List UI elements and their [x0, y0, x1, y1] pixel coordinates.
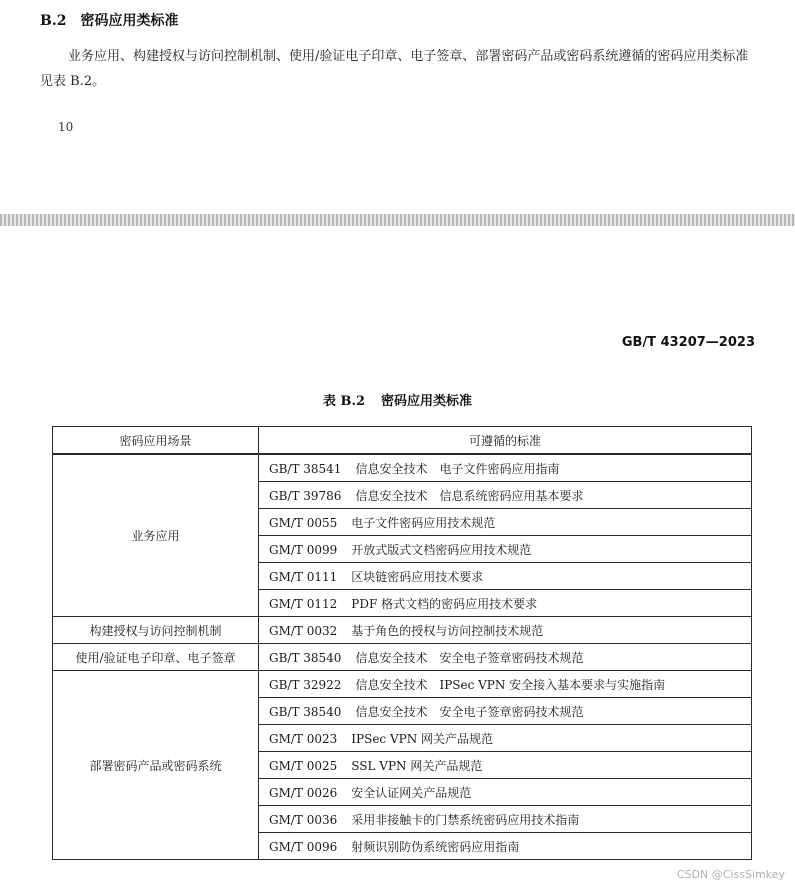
section-number: B.2 — [40, 13, 67, 29]
standard-code: GB/T 32922 — [269, 677, 342, 692]
standard-cell — [259, 806, 752, 833]
intro-paragraph: 业务应用、构建授权与访问控制机制、使用/验证电子印章、电子签章、部署密码产品或密码系统遵循的密码应用类标准见表 B.2。 — [40, 49, 749, 89]
standard-cell — [259, 536, 752, 563]
standard-name: SSL VPN 网关产品规范 — [351, 758, 483, 773]
standard-name: IPSec VPN 网关产品规范 — [351, 731, 494, 746]
document-code: GB/T 43207—2023 — [621, 335, 755, 350]
standard-cell — [259, 698, 752, 725]
standard-code: GM/T 0096 — [269, 839, 338, 854]
standard-code: GB/T 39786 — [269, 488, 342, 503]
standard-name: 开放式版式文档密码应用技术规范 — [351, 542, 532, 557]
standard-cell — [259, 833, 752, 860]
header-scene: 密码应用场景 — [53, 427, 259, 455]
standard-name: 安全认证网关产品规范 — [351, 785, 472, 800]
table-caption — [0, 390, 795, 409]
standard-code: GM/T 0099 — [269, 542, 338, 557]
standard-code: GM/T 0111 — [269, 569, 338, 584]
standard-code: GB/T 38540 — [269, 650, 342, 665]
standard-cell — [259, 644, 752, 671]
table-row — [53, 617, 752, 644]
standard-name: 信息安全技术 电子文件密码应用指南 — [355, 461, 560, 476]
standard-name: 电子文件密码应用技术规范 — [351, 515, 496, 530]
scene-cell: 业务应用 — [53, 454, 259, 617]
standard-code: GM/T 0112 — [269, 596, 338, 611]
standard-cell — [259, 617, 752, 644]
standard-cell — [259, 509, 752, 536]
table-row — [53, 644, 752, 671]
standard-code: GM/T 0025 — [269, 758, 338, 773]
standard-code: GM/T 0026 — [269, 785, 338, 800]
standard-code: GM/T 0055 — [269, 515, 338, 530]
page-divider — [0, 214, 795, 226]
standard-cell — [259, 725, 752, 752]
standard-cell — [259, 671, 752, 698]
table-header-row — [53, 427, 752, 455]
scene-cell: 部署密码产品或密码系统 — [53, 671, 259, 860]
scene-cell: 构建授权与访问控制机制 — [53, 617, 259, 644]
standard-cell — [259, 752, 752, 779]
standard-name: 信息安全技术 安全电子签章密码技术规范 — [355, 704, 584, 719]
standard-name: 信息安全技术 安全电子签章密码技术规范 — [355, 650, 584, 665]
header-standard: 可遵循的标准 — [259, 427, 752, 455]
standard-code: GM/T 0032 — [269, 623, 338, 638]
page-number: 10 — [58, 120, 74, 134]
watermark: CSDN @CissSimkey — [676, 868, 785, 881]
table-row — [53, 671, 752, 698]
standard-name: 射频识别防伪系统密码应用指南 — [351, 839, 520, 854]
standard-code: GM/T 0036 — [269, 812, 338, 827]
standard-name: 采用非接触卡的门禁系统密码应用技术指南 — [351, 812, 580, 827]
standard-cell — [259, 482, 752, 509]
standard-name: 信息安全技术 信息系统密码应用基本要求 — [355, 488, 584, 503]
table-body — [53, 454, 752, 860]
standard-cell — [259, 563, 752, 590]
standard-name: 信息安全技术 IPSec VPN 安全接入基本要求与实施指南 — [355, 677, 666, 692]
table-label: 表 B.2 — [322, 394, 366, 409]
standard-code: GM/T 0023 — [269, 731, 338, 746]
scene-cell: 使用/验证电子印章、电子签章 — [53, 644, 259, 671]
standard-cell — [259, 454, 752, 482]
standard-name: 基于角色的授权与访问控制技术规范 — [351, 623, 544, 638]
table-title: 密码应用类标准 — [381, 394, 473, 409]
section-heading — [40, 10, 178, 30]
standard-cell — [259, 779, 752, 806]
standard-name: PDF 格式文档的密码应用技术要求 — [351, 596, 538, 611]
standard-code: GB/T 38541 — [269, 461, 342, 476]
standard-code: GB/T 38540 — [269, 704, 342, 719]
standard-cell — [259, 590, 752, 617]
standards-table — [52, 426, 752, 860]
standard-name: 区块链密码应用技术要求 — [351, 569, 484, 584]
section-title: 密码应用类标准 — [80, 13, 179, 29]
table-row — [53, 454, 752, 482]
